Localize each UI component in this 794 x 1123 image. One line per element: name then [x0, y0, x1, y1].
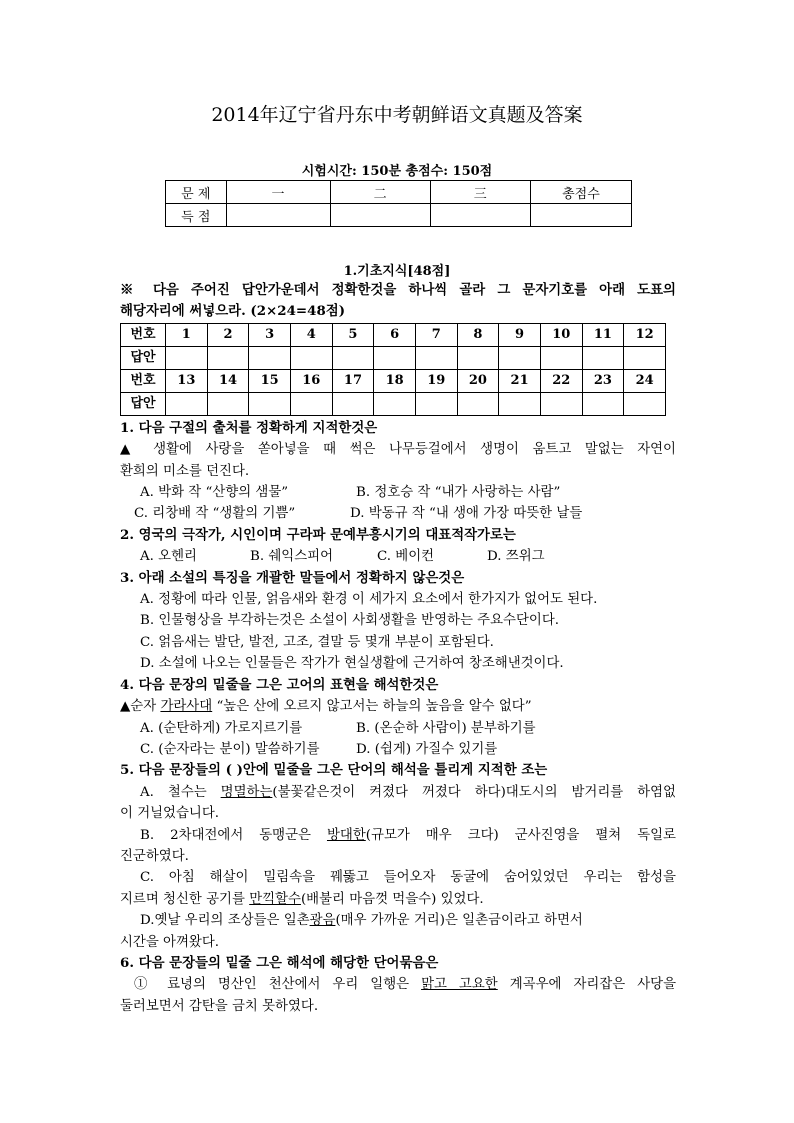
answer-cell[interactable]	[457, 346, 499, 369]
option-row	[120, 482, 676, 503]
option-a[interactable]: A. (순탄하게) 가로지르기를	[140, 720, 303, 736]
question-stem: 5. 다음 문장들의 ( )안에 밑줄을 그은 단어의 해석을 틀리게 지적한 조는	[120, 762, 548, 779]
instruction-line: ※ 다음 주어진 답안가운데서 정확한것을 하나씩 골라 그 문자기호를 아래 도표의	[120, 282, 676, 298]
option-b[interactable]: B. 쉐익스피어	[250, 549, 334, 565]
section-title: 1.기초지식[48점]	[343, 264, 451, 279]
option-text: (불꽃같은것이 켜졌다 꺼졌다 하다)대도시의 밤거리를 하염없	[272, 784, 676, 800]
number-cell: 11	[582, 323, 624, 346]
option-c[interactable]: C. 베이컨	[377, 549, 435, 565]
number-cell: 12	[624, 323, 666, 346]
number-cell: 22	[540, 369, 582, 392]
exam-content	[120, 280, 676, 1017]
number-cell: 21	[499, 369, 541, 392]
option-text: B. 2차대전에서 동맹군은	[140, 827, 327, 843]
score-table	[165, 180, 632, 227]
number-cell: 18	[374, 369, 416, 392]
option-c[interactable]: C. 리창배 작 “생활의 기쁨”	[134, 506, 296, 522]
answer-cell[interactable]	[624, 346, 666, 369]
number-cell: 10	[540, 323, 582, 346]
answer-cell[interactable]	[207, 392, 249, 415]
option-b[interactable]: B. (온순하 사람이) 분부하기를	[356, 720, 536, 736]
option-a[interactable]: A. 박화 작 “산향의 샘물”	[140, 485, 289, 501]
score-cell	[330, 204, 430, 227]
passage-text: 계곡우에 자리잡은 사당을	[497, 977, 676, 993]
answer-cell[interactable]	[290, 392, 332, 415]
score-cell	[530, 204, 631, 227]
option-a[interactable]: A. 정황에 따라 인물, 얽음새와 환경 이 세가지 요소에서 한가지가 없어도 된다.	[140, 592, 598, 608]
underlined-word: 명멸하는	[220, 784, 273, 800]
option-text: (매우 가까운 거리)은 일촌금이라고 하면서	[335, 913, 583, 929]
number-cell: 6	[374, 323, 416, 346]
answer-table	[120, 323, 666, 416]
question-stem: 2. 영국의 극작가, 시인이며 구라파 문예부흥시기의 대표적작가로는	[120, 526, 516, 543]
question-stem: 6. 다음 문장들의 밑줄 그은 해석에 해당한 단어묶음은	[120, 954, 439, 971]
answer-cell[interactable]	[290, 346, 332, 369]
row-label: 답안	[121, 346, 166, 369]
number-cell: 3	[249, 323, 291, 346]
option-row	[120, 718, 676, 739]
option-row	[120, 546, 676, 567]
score-header-cell: 三	[430, 181, 530, 204]
option-d[interactable]: D. 소설에 나오는 인물들은 작가가 현실생활에 근거하여 창조해낸것이다.	[140, 656, 564, 672]
option-continuation: 진군하였다.	[120, 848, 189, 864]
option-text: (규모가 매우 크다) 군사진영을 펼쳐 독일로	[365, 827, 676, 843]
option-b[interactable]	[120, 825, 676, 846]
answer-cell[interactable]	[332, 392, 374, 415]
answer-cell[interactable]	[540, 392, 582, 415]
question-stem: 1. 다음 구절의 출처를 정확하게 지적한것은	[120, 419, 378, 436]
number-cell: 14	[207, 369, 249, 392]
answer-cell[interactable]	[249, 346, 291, 369]
option-d[interactable]: D. (쉽게) 가질수 있기를	[356, 741, 498, 757]
answer-cell[interactable]	[166, 392, 208, 415]
passage-text: ① 료녕의 명산인 천산에서 우리 일행은	[134, 977, 422, 993]
number-cell: 8	[457, 323, 499, 346]
number-cell: 17	[332, 369, 374, 392]
option-b[interactable]: B. 정호승 작 “내가 사랑하는 사람”	[356, 485, 561, 501]
score-table-row	[166, 204, 632, 227]
option-a[interactable]	[120, 782, 676, 803]
question-passage	[120, 696, 676, 717]
score-header-cell: 문 제	[166, 181, 227, 204]
option-d[interactable]: D. 쯔위그	[487, 549, 545, 565]
answer-cell[interactable]	[624, 392, 666, 415]
question-stem: 3. 아래 소설의 특징을 개괄한 말들에서 정확하지 않은것은	[120, 569, 465, 586]
underlined-word: 맑고 고요한	[421, 977, 498, 993]
number-cell: 1	[166, 323, 208, 346]
number-cell: 19	[415, 369, 457, 392]
option-d[interactable]: D. 박동규 작 “내 생애 가장 따뜻한 날들	[350, 506, 583, 522]
answer-number-row	[121, 323, 666, 346]
number-cell: 23	[582, 369, 624, 392]
option-text: 지르며 청신한 공기를	[120, 891, 250, 907]
question-passage: ▲ 생활에 사랑을 쏟아넣을 때 썩은 나무등걸에서 생명이 움트고 말없는 자연이	[120, 442, 676, 458]
question-passage: 둘러보면서 감탄을 금치 못하였다.	[120, 998, 319, 1014]
answer-cell[interactable]	[374, 392, 416, 415]
number-cell: 5	[332, 323, 374, 346]
option-text: A. 철수는	[140, 784, 221, 800]
answer-blank-row	[121, 346, 666, 369]
option-text: (배불리 마음껏 먹을수) 있었다.	[300, 891, 484, 907]
option-a[interactable]: A. 오헨리	[140, 549, 197, 565]
option-b[interactable]: B. 인물형상을 부각하는것은 소설이 사회생활을 반영하는 주요수단이다.	[140, 613, 560, 629]
answer-number-row	[121, 369, 666, 392]
option-continuation: 이 거닐었습니다.	[120, 806, 220, 822]
document-title: 2014年辽宁省丹东中考朝鲜语文真题及答案	[211, 104, 583, 126]
option-row	[120, 739, 676, 760]
answer-cell[interactable]	[207, 346, 249, 369]
option-d[interactable]	[120, 910, 676, 931]
answer-cell[interactable]	[582, 392, 624, 415]
score-table-row	[166, 181, 632, 204]
question-stem: 4. 다음 문장의 밑줄을 그은 고어의 표현을 해석한것은	[120, 676, 439, 693]
option-continuation	[120, 889, 676, 910]
number-cell: 15	[249, 369, 291, 392]
question-passage	[120, 974, 676, 995]
passage-text: “높은 산에 오르지 않고서는 하늘의 높음을 알수 없다”	[212, 699, 532, 715]
answer-cell[interactable]	[457, 392, 499, 415]
number-cell: 20	[457, 369, 499, 392]
answer-blank-row	[121, 392, 666, 415]
exam-meta: 시험시간: 150분 총점수: 150점	[301, 164, 493, 179]
option-c[interactable]: C. 아침 해살이 밀림속을 꿰뚫고 들어오자 동굴에 숨어있었던 우리는 함성을	[140, 870, 676, 886]
score-header-cell: 총점수	[530, 181, 631, 204]
answer-cell[interactable]	[166, 346, 208, 369]
instruction-line: 해당자리에 써넣으라. (2×24=48점)	[120, 303, 346, 320]
row-label: 번호	[121, 369, 166, 392]
number-cell: 9	[499, 323, 541, 346]
answer-cell[interactable]	[374, 346, 416, 369]
option-text: D.옛날 우리의 조상들은 일촌	[140, 913, 310, 929]
option-continuation: 시간을 아껴왔다.	[120, 934, 220, 950]
score-cell	[430, 204, 530, 227]
answer-cell[interactable]	[540, 346, 582, 369]
score-header-cell: 一	[226, 181, 330, 204]
option-row	[120, 503, 676, 524]
score-cell	[226, 204, 330, 227]
row-label: 번호	[121, 323, 166, 346]
answer-cell[interactable]	[499, 392, 541, 415]
answer-cell[interactable]	[415, 392, 457, 415]
number-cell: 16	[290, 369, 332, 392]
number-cell: 13	[166, 369, 208, 392]
row-label: 답안	[121, 392, 166, 415]
answer-cell[interactable]	[582, 346, 624, 369]
number-cell: 24	[624, 369, 666, 392]
underlined-word: 만끽할수	[249, 891, 301, 907]
underlined-word: 광음	[309, 913, 336, 929]
option-c[interactable]: C. 얽음새는 발단, 발전, 고조, 결말 등 몇개 부분이 포함된다.	[140, 634, 494, 650]
answer-cell[interactable]	[332, 346, 374, 369]
score-label-cell: 득 점	[166, 204, 227, 227]
answer-cell[interactable]	[249, 392, 291, 415]
answer-cell[interactable]	[499, 346, 541, 369]
number-cell: 4	[290, 323, 332, 346]
score-header-cell: 二	[330, 181, 430, 204]
underlined-word: 가라사대	[160, 699, 213, 715]
underlined-word: 방대한	[326, 827, 366, 843]
number-cell: 2	[207, 323, 249, 346]
question-passage: 환희의 미소를 던진다.	[120, 463, 250, 479]
number-cell: 7	[415, 323, 457, 346]
answer-cell[interactable]	[415, 346, 457, 369]
passage-text: ▲순자	[120, 699, 161, 715]
option-c[interactable]: C. (순자라는 분이) 말씀하기를	[140, 741, 320, 757]
